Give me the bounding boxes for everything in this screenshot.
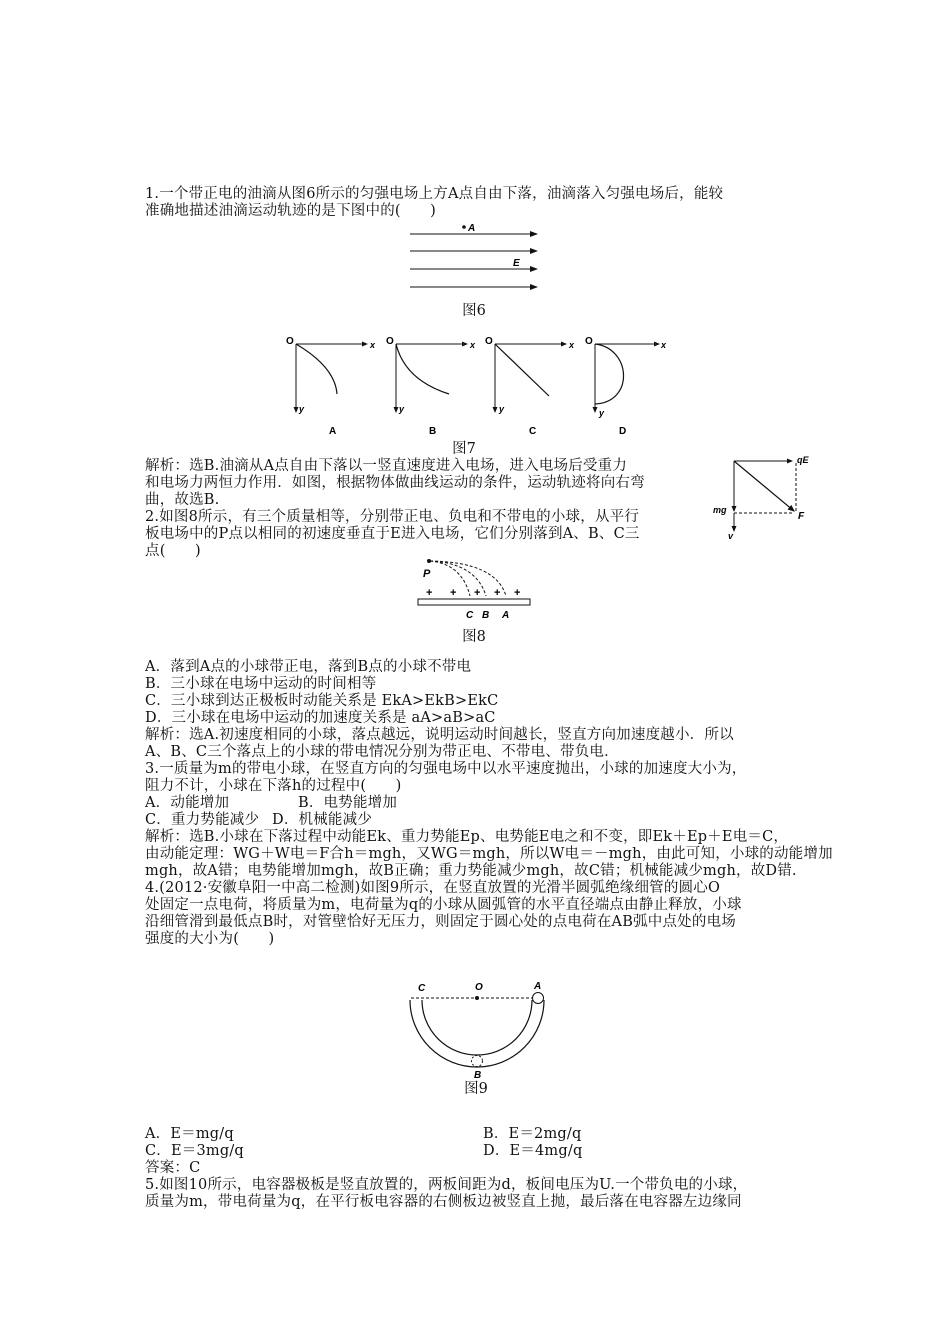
svg-text:B: B <box>474 1070 482 1081</box>
q2-option-b: B．三小球在电场中运动的时间相等 <box>145 676 377 692</box>
figure-9 <box>404 980 554 1081</box>
point-a-dot <box>462 225 466 229</box>
trajectory-a <box>296 344 337 394</box>
panel-a-label: A <box>329 426 337 437</box>
panel-c <box>485 336 575 437</box>
svg-text:O: O <box>585 336 593 347</box>
inner-arc <box>422 1000 532 1055</box>
qe-label: qE <box>797 455 809 465</box>
q3-analysis-3: mgh，故A错；电势能增加mgh，故B正确；重力势能减少mgh，故C错；机械能减少mgh，故D错. <box>145 863 797 879</box>
q3-analysis-1: 解析：选B.小球在下落过程中动能Ek、重力势能Ep、电势能E电之和不变，即Ek＋Ep＋E电＝C， <box>145 829 789 845</box>
svg-text:O: O <box>475 982 483 993</box>
q3-option-b: B．电势能增加 <box>298 795 398 811</box>
q2-option-a: A．落到A点的小球带正电，落到B点的小球不带电 <box>145 659 472 675</box>
q4-option-a: A．E＝mg/q <box>145 1126 234 1142</box>
figure-6 <box>405 218 545 298</box>
mg-label: mg <box>713 505 727 515</box>
q2-line-2: 板电场中的P点以相同的初速度垂直于E进入电场，它们分别落到A、B、C三 <box>145 526 640 542</box>
q5-line-2: 质量为m，带电荷量为q，在平行板电容器的右侧板边被竖直上抛，最后落在电容器左边缘同 <box>145 1194 742 1210</box>
f-label: F <box>798 511 805 522</box>
panel-a <box>286 336 376 437</box>
figure-8-caption: 图8 <box>462 629 486 645</box>
svg-text:y: y <box>399 404 405 414</box>
ball-b-dashed <box>472 1056 483 1067</box>
svg-text:C: C <box>466 610 474 621</box>
trajectory-c <box>495 344 549 396</box>
svg-text:A: A <box>502 610 510 621</box>
svg-text:C: C <box>418 983 426 994</box>
svg-text:P: P <box>423 568 431 580</box>
q3-line-1: 3.一质量为m的带电小球，在竖直方向的匀强电场中以水平速度抛出，小球的加速度大小为， <box>145 761 747 777</box>
q4-line-4: 强度的大小为( ) <box>145 931 275 947</box>
q4-option-b: B．E＝2mg/q <box>483 1126 582 1142</box>
svg-text:O: O <box>485 336 493 347</box>
svg-text:x: x <box>470 340 476 350</box>
panel-b-label: B <box>429 426 437 437</box>
q4-option-c: C．E＝3mg/q <box>145 1143 244 1159</box>
q2-analysis-2: A、B、C三个落点上的小球的带电情况分别为带正电、不带电、带负电． <box>145 744 619 760</box>
point-a-label: A <box>468 223 476 234</box>
q2-analysis-1: 解析：选A.初速度相同的小球，落点越远，说明运动时间越长，竖直方向加速度越小．所以 <box>145 727 734 743</box>
ball-a <box>533 993 544 1004</box>
outer-arc <box>410 1000 544 1067</box>
figure-6-caption: 图6 <box>462 303 486 319</box>
q5-line-1: 5.如图10所示，电容器极板是竖直放置的，两板间距为d，板间电压为U.一个带负电的小球， <box>145 1177 748 1193</box>
q1-analysis-1: 解析：选B.油滴从A点自由下落以一竖直速度进入电场，进入电场后受重力 <box>145 458 628 474</box>
trajectory-b <box>396 344 449 394</box>
panel-d-label: D <box>619 426 627 437</box>
v-label: v <box>728 531 734 541</box>
figure-7-caption: 图7 <box>452 441 476 457</box>
svg-text:A: A <box>534 981 542 992</box>
figure-9-caption: 图9 <box>464 1081 488 1097</box>
q4-line-1: 4.(2012·安徽阜阳一中高二检测)如图9所示，在竖直放置的光滑半圆弧绝缘细管的圆心O <box>145 880 721 896</box>
q4-line-2: 处固定一点电荷，将质量为m，电荷量为q的小球从圆弧管的水平直径端点由静止释放，小球 <box>145 897 742 913</box>
svg-text:+: + <box>514 587 521 599</box>
q1-line-2: 准确地描述油滴运动轨迹的是下图中的( ) <box>145 203 437 219</box>
positive-plate <box>418 599 530 605</box>
q3-option-c: C．重力势能减少 <box>145 812 260 828</box>
svg-text:+: + <box>494 587 501 599</box>
figure-8 <box>416 556 536 624</box>
svg-text:B: B <box>482 610 490 621</box>
svg-text:x: x <box>569 340 575 350</box>
svg-text:y: y <box>599 408 605 418</box>
q2-line-1: 2.如图8所示，有三个质量相等，分别带正电、负电和不带电的小球，从平行 <box>145 509 640 525</box>
svg-text:O: O <box>386 336 394 347</box>
center-charge <box>475 996 479 1000</box>
panel-d <box>585 336 667 437</box>
q3-option-a: A．动能增加 <box>145 795 230 811</box>
panel-b <box>386 336 476 437</box>
svg-text:+: + <box>474 587 481 599</box>
svg-text:y: y <box>499 404 505 414</box>
q4-answer: 答案：C <box>145 1160 201 1176</box>
panel-c-label: C <box>529 426 537 437</box>
q4-line-3: 沿细管滑到最低点B时，对管壁恰好无压力，则固定于圆心处的点电荷在AB弧中点处的电场 <box>145 914 736 930</box>
q3-analysis-2: 由动能定理：WG＋W电＝F合h＝mgh，又WG＝mgh，所以W电＝－mgh，由此可知，小球的动能增加 <box>145 846 833 862</box>
q3-line-2: 阻力不计，小球在下落h的过程中( ) <box>145 778 402 794</box>
q1-analysis-3: 曲，故选B. <box>145 492 220 508</box>
q1-analysis-2: 和电场力两恒力作用．如图，根据物体做曲线运动的条件，运动轨迹将向右弯 <box>145 475 645 491</box>
field-e-label: E <box>513 258 520 269</box>
svg-text:x: x <box>370 340 376 350</box>
figure-7 <box>283 332 673 437</box>
svg-text:O: O <box>286 336 294 347</box>
q4-option-d: D．E＝4mg/q <box>483 1143 583 1159</box>
svg-text:y: y <box>299 404 305 414</box>
q1-line-1: 1.一个带正电的油滴从图6所示的匀强电场上方A点自由下落，油滴落入匀强电场后，能较 <box>145 186 724 202</box>
svg-text:+: + <box>450 587 457 599</box>
svg-text:x: x <box>661 340 667 350</box>
q2-option-d: D．三小球在电场中运动的加速度关系是 aA>aB>aC <box>145 710 496 726</box>
trajectory-d <box>595 344 624 404</box>
q2-line-3: 点( ) <box>145 543 201 559</box>
q3-option-d: D．机械能减少 <box>272 812 373 828</box>
force-diagram <box>710 447 810 547</box>
q2-option-c: C．三小球到达正极板时动能关系是 EkA>EkB>EkC <box>145 693 499 709</box>
svg-text:+: + <box>426 587 433 599</box>
